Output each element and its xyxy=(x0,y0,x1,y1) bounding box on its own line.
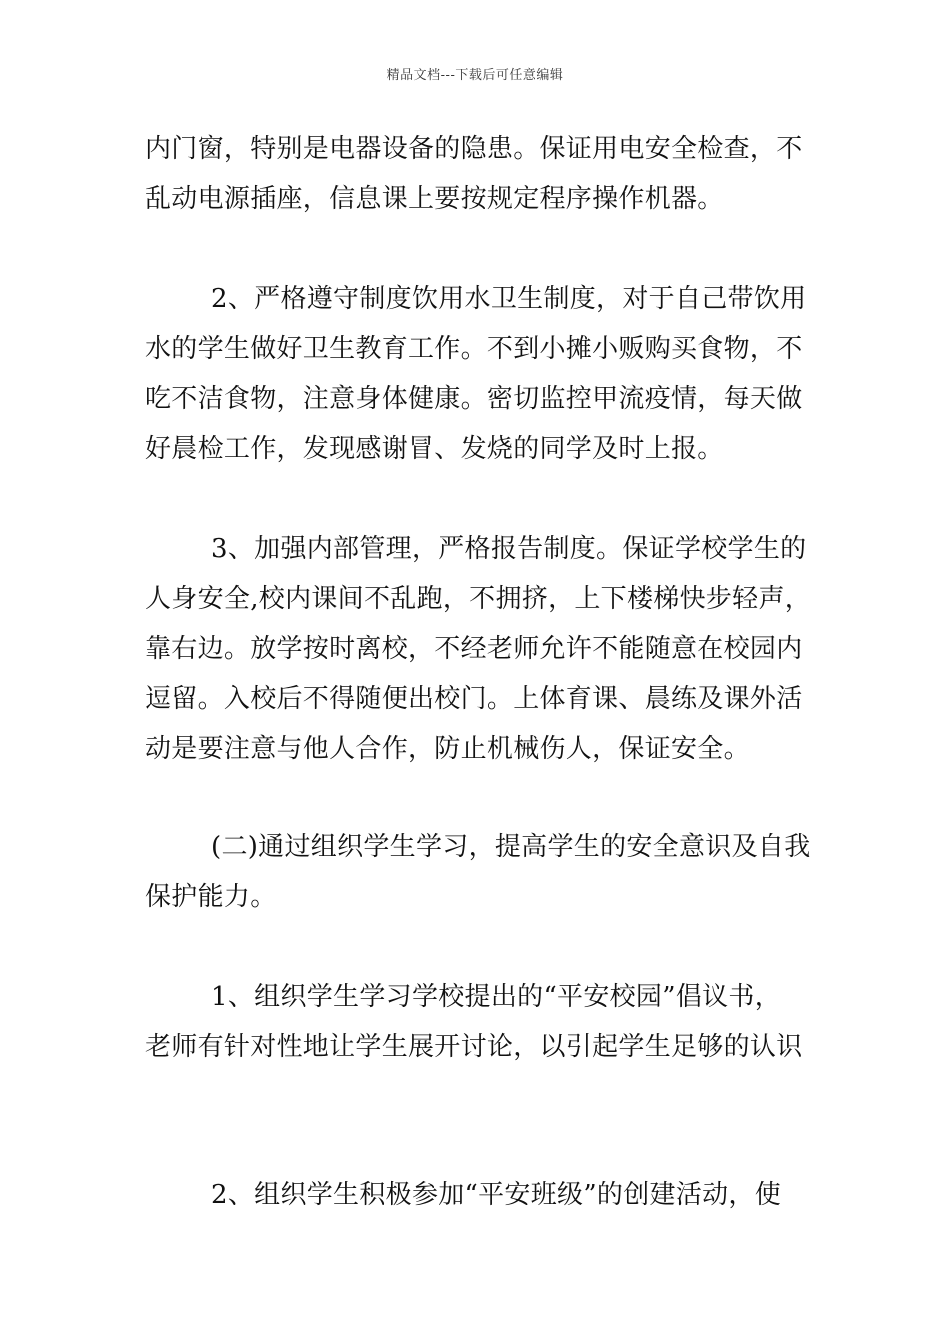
text-line: 吃不洁食物，注意身体健康。密切监控甲流疫情，每天做 xyxy=(145,384,803,414)
text-line: 内门窗，特别是电器设备的隐患。保证用电安全检查，不 xyxy=(145,134,803,164)
paragraph-3 xyxy=(145,524,810,774)
text-line: 水的学生做好卫生教育工作。不到小摊小贩购买食物，不 xyxy=(145,334,803,364)
text-line: 3、加强内部管理，严格报告制度。保证学校学生的 xyxy=(211,534,807,564)
text-line: 逗留。入校后不得随便出校门。上体育课、晨练及课外活 xyxy=(145,684,803,714)
page-header: 精品文档---下载后可任意编辑 xyxy=(386,68,564,83)
paragraph-4 xyxy=(145,822,810,922)
text-line: 好晨检工作，发现感谢冒、发烧的同学及时上报。 xyxy=(145,434,724,464)
text-line: 2、严格遵守制度饮用水卫生制度，对于自己带饮用 xyxy=(211,284,807,314)
text-line: 1、组织学生学习学校提出的“平安校园”倡议书， xyxy=(211,982,782,1012)
paragraph-2 xyxy=(145,274,810,474)
paragraph-1 xyxy=(145,124,810,224)
text-line: (二)通过组织学生学习，提高学生的安全意识及自我 xyxy=(211,832,811,862)
paragraph-6 xyxy=(145,1170,810,1220)
text-line: 动是要注意与他人合作，防止机械伤人，保证安全。 xyxy=(145,734,750,764)
paragraph-5 xyxy=(145,972,810,1072)
text-line: 2、组织学生积极参加“平安班级”的创建活动，使 xyxy=(211,1180,782,1210)
text-line: 靠右边。放学按时离校，不经老师允许不能随意在校园内 xyxy=(145,634,803,664)
text-line: 老师有针对性地让学生展开讨论，以引起学生足够的认识 xyxy=(145,1032,803,1062)
text-line: 乱动电源插座，信息课上要按规定程序操作机器。 xyxy=(145,184,724,214)
text-line: 保护能力。 xyxy=(145,882,277,912)
text-line: 人身安全,校内课间不乱跑，不拥挤，上下楼梯快步轻声， xyxy=(145,584,812,614)
